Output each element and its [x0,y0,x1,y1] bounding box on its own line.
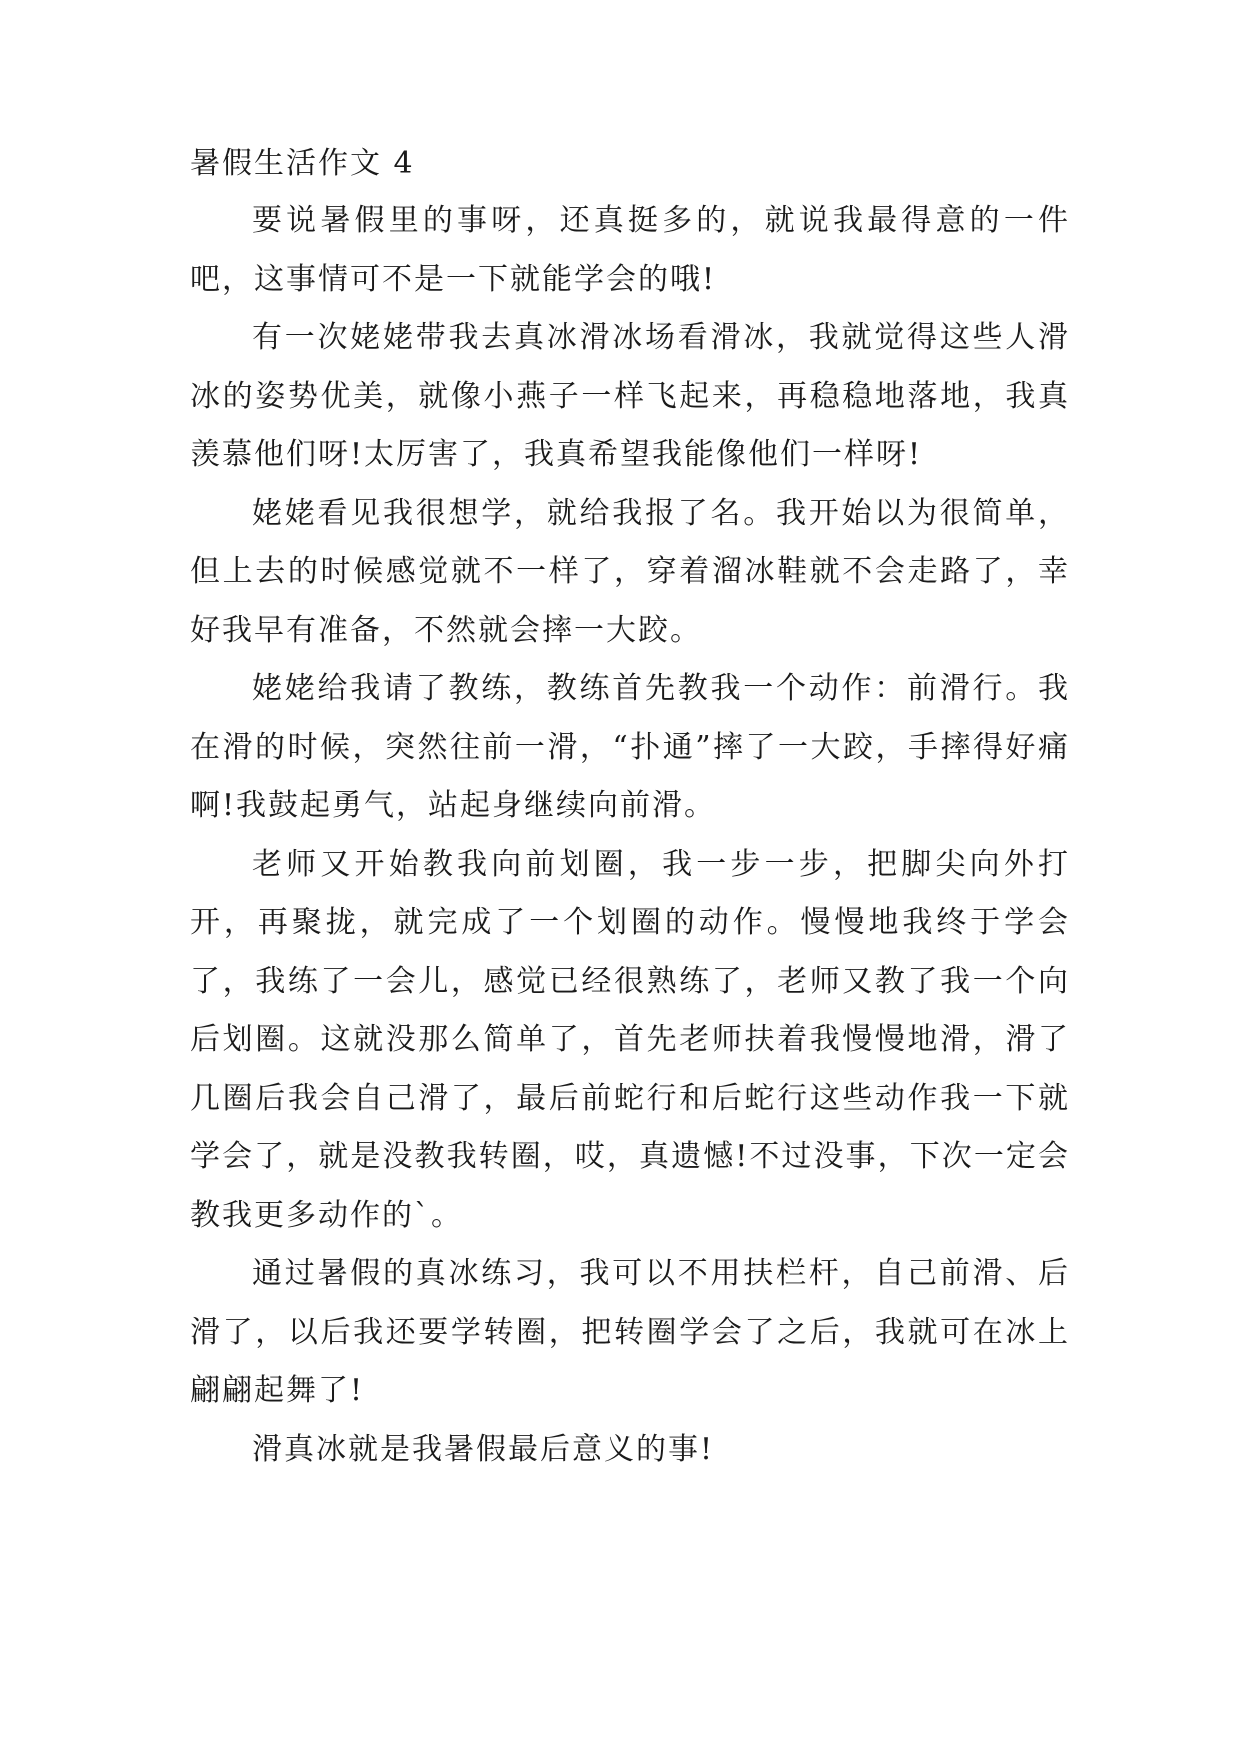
essay-paragraph-1: 要说暑假里的事呀，还真挺多的，就说我最得意的一件吧，这事情可不是一下就能学会的哦! [190,203,1070,297]
essay-paragraph-6: 通过暑假的真冰练习，我可以不用扶栏杆，自己前滑、后滑了，以后我还要学转圈，把转圈学会了之后，我就可在冰上翩翩起舞了! [190,1256,1070,1408]
essay-body [190,136,1070,1479]
essay-paragraph-4: 姥姥给我请了教练，教练首先教我一个动作：前滑行。我在滑的时候，突然往前一滑，“扑通”摔了一大跤，手摔得好痛啊!我鼓起勇气，站起身继续向前滑。 [190,671,1070,823]
essay-paragraph-7: 滑真冰就是我暑假最后意义的事! [252,1431,715,1467]
essay-paragraph-2: 有一次姥姥带我去真冰滑冰场看滑冰，我就觉得这些人滑冰的姿势优美，就像小燕子一样飞起来，再稳稳地落地，我真羡慕他们呀!太厉害了，我真希望我能像他们一样呀! [190,320,1070,472]
essay-paragraph-5: 老师又开始教我向前划圈，我一步一步，把脚尖向外打开，再聚拢，就完成了一个划圈的动作。慢慢地我终于学会了，我练了一会儿，感觉已经很熟练了，老师又教了我一个向后划圈。这就没那么简单了，首先老师扶着我慢慢地滑，滑了几圈后我会自己滑了，最后前蛇行和后蛇行这些动作我一下就学会了，就是没教我转圈，哎，真遗憾!不过没事，下次一定会教我更多动作的`。 [190,846,1070,1233]
essay-title: 暑假生活作文 4 [190,146,415,181]
essay-paragraph-3: 姥姥看见我很想学，就给我报了名。我开始以为很简单，但上去的时候感觉就不一样了，穿着溜冰鞋就不会走路了，幸好我早有准备，不然就会摔一大跤。 [190,495,1070,648]
